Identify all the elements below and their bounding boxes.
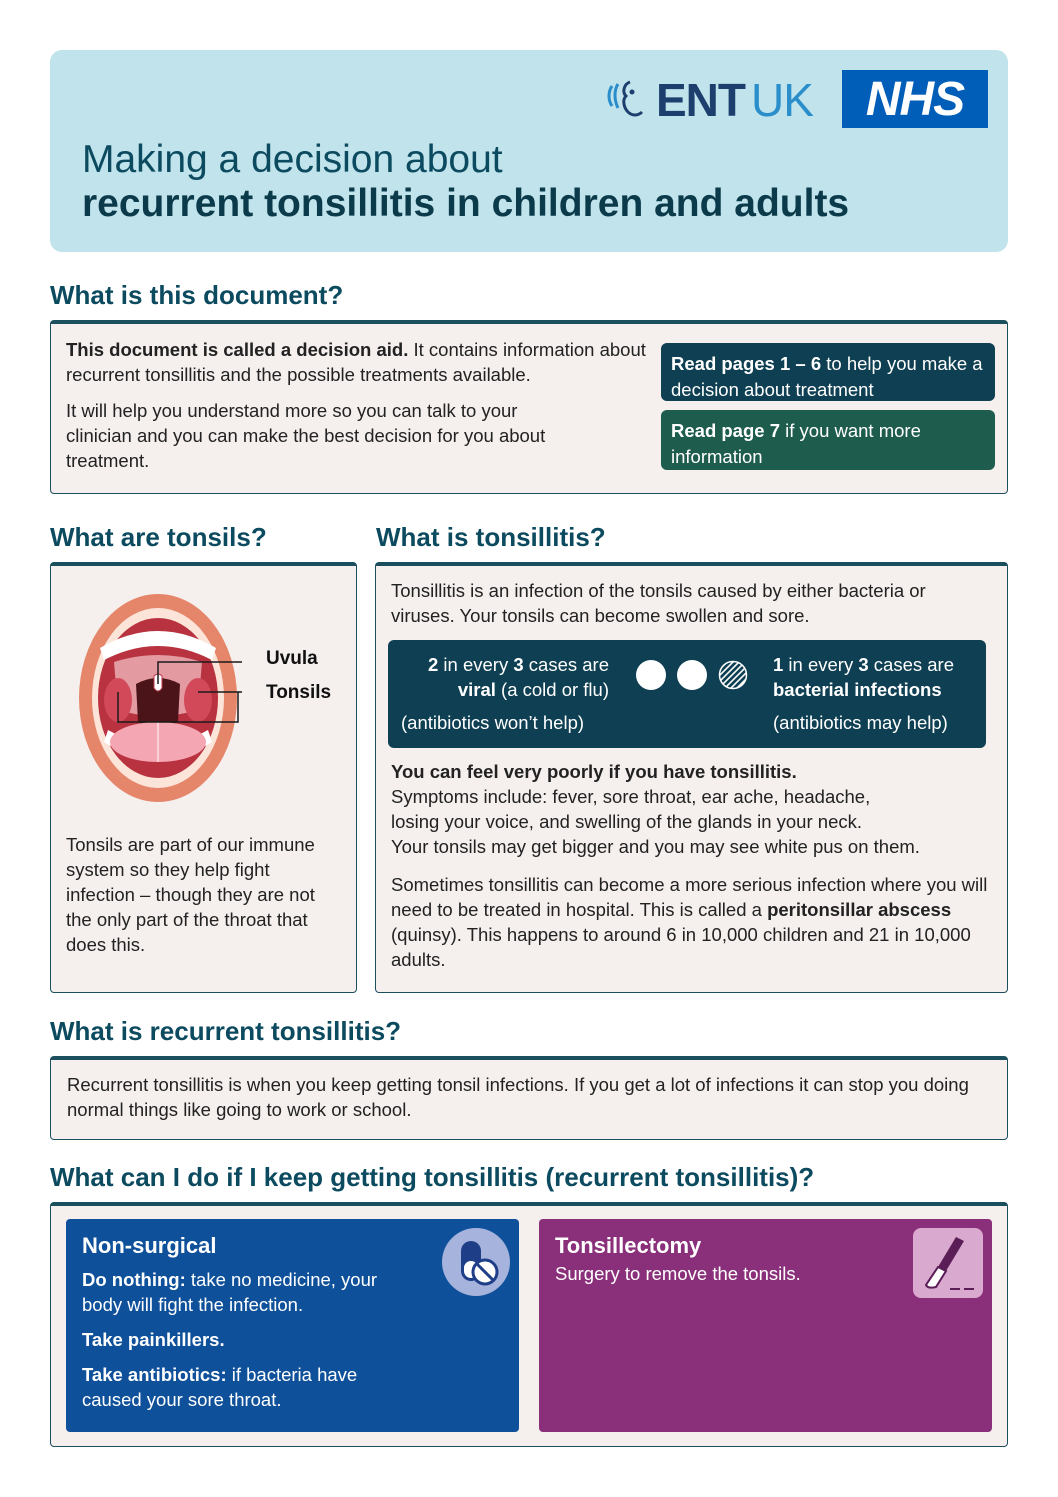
document-purpose-text: It will help you understand more so you can talk to your clinician and you can make the best decision for you about treatment. — [66, 400, 546, 471]
read-page-7-rest: if you want more information — [671, 420, 921, 467]
read-pages-1-6-rest: to help you make a decision about treatment — [671, 353, 983, 400]
read-pages-1-6-callout — [661, 343, 995, 401]
uvula-label: Uvula — [266, 648, 318, 669]
document-intro-text — [66, 337, 651, 387]
section-heading-document: What is this document? — [50, 280, 344, 310]
ent-uk-logo — [606, 72, 813, 128]
bacterial-stat-bold: bacterial infections — [773, 679, 942, 700]
mouth-tonsils-illustration — [78, 592, 242, 806]
tonsillectomy-card — [539, 1219, 992, 1432]
quinsy-text — [391, 872, 996, 972]
tonsillectomy-title: Tonsillectomy — [555, 1233, 702, 1258]
bacterial-stat-end: cases are — [868, 654, 955, 675]
bacterial-stat-text — [773, 652, 954, 702]
cause-statistics-panel — [388, 640, 986, 748]
symptoms-bold: You can feel very poorly if you have tonsillitis. — [391, 761, 797, 782]
ent-logo-text: ENT — [656, 74, 745, 126]
scalpel-icon — [912, 1227, 984, 1299]
viral-stat-end: cases are — [523, 654, 609, 675]
quinsy-text-b: (quinsy). This happens to around 6 in 10,000 children and 21 in 10,000 adults. — [391, 924, 971, 970]
nhs-logo: NHS — [842, 70, 988, 128]
tonsillectomy-description: Surgery to remove the tonsils. — [555, 1263, 801, 1284]
recurrent-description: Recurrent tonsillitis is when you keep getting tonsil infections. If you get a lot of infections it can stop you doing normal things like going to work or school. — [67, 1074, 969, 1120]
viral-stat-paren: (a cold or flu) — [495, 679, 609, 700]
tonsillitis-intro: Tonsillitis is an infection of the tonsils caused by either bacteria or viruses. Your tonsils can become swollen and sore. — [391, 580, 926, 626]
read-page-7-bold: Read page 7 — [671, 420, 780, 441]
section-heading-tonsils: What are tonsils? — [50, 522, 267, 552]
ent-face-icon — [606, 78, 650, 122]
quinsy-text-a: Sometimes tonsillitis can become a more serious infection where you will need to be treated in hospital. This is called a — [391, 874, 988, 920]
viral-antibiotics-note: (antibiotics won’t help) — [401, 712, 585, 733]
painkillers-option — [82, 1327, 503, 1352]
viral-stat-bold: viral — [457, 679, 496, 700]
do-nothing-bold: Do nothing: — [82, 1269, 186, 1290]
bacterial-stat-num: 1 — [773, 654, 784, 675]
document-intro-bold: This document is called a decision aid. — [66, 339, 409, 360]
antibiotics-option — [82, 1362, 382, 1412]
read-page-7-callout — [661, 410, 995, 470]
do-nothing-option — [82, 1267, 382, 1317]
read-pages-1-6-bold: Read pages 1 – 6 — [671, 353, 822, 374]
bacterial-stat-mid: in every — [783, 654, 859, 675]
non-surgical-card — [66, 1219, 519, 1432]
do-nothing-rest: take no medicine, your body will fight the infection. — [82, 1269, 378, 1315]
viral-stat-text — [428, 652, 609, 702]
non-surgical-title: Non-surgical — [82, 1233, 217, 1258]
bacterial-antibiotics-note: (antibiotics may help) — [773, 712, 948, 733]
tonsils-description: Tonsils are part of our immune system so they help fight infection – though they are not the only part of the throat that does this. — [66, 834, 315, 955]
bacterial-hatched-dot-icon — [718, 660, 748, 690]
quinsy-bold: peritonsillar abscess — [767, 899, 952, 920]
viral-stat-den: 3 — [513, 654, 524, 675]
document-intro-rest: It contains information about recurrent tonsillitis and the possible treatments available. — [66, 339, 646, 385]
tonsils-label: Tonsils — [266, 682, 332, 703]
section-heading-recurrent: What is recurrent tonsillitis? — [50, 1016, 402, 1046]
symptoms-line2: losing your voice, and swelling of the glands in your neck. — [391, 811, 862, 832]
symptoms-text — [391, 759, 996, 859]
section-heading-tonsillitis: What is tonsillitis? — [376, 522, 606, 552]
antibiotics-rest: if bacteria have caused your sore throat. — [82, 1364, 358, 1410]
section-heading-options: What can I do if I keep getting tonsillitis (recurrent tonsillitis)? — [50, 1162, 815, 1192]
antibiotics-bold: Take antibiotics: — [82, 1364, 227, 1385]
viral-dot-icon — [677, 660, 707, 690]
page-title-line2: recurrent tonsillitis in children and adults — [82, 182, 850, 225]
viral-stat-num: 2 — [427, 654, 439, 675]
bacterial-stat-den: 3 — [858, 654, 869, 675]
symptoms-line1: Symptoms include: fever, sore throat, ear ache, headache, — [391, 786, 871, 807]
page-title-line1: Making a decision about — [82, 138, 503, 181]
painkillers-bold: Take painkillers. — [82, 1329, 225, 1350]
viral-stat-mid: in every — [438, 654, 514, 675]
viral-dot-icon — [636, 660, 666, 690]
uk-logo-text: UK — [751, 74, 813, 126]
pills-icon — [441, 1227, 511, 1297]
symptoms-line3: Your tonsils may get bigger and you may see white pus on them. — [391, 836, 920, 857]
